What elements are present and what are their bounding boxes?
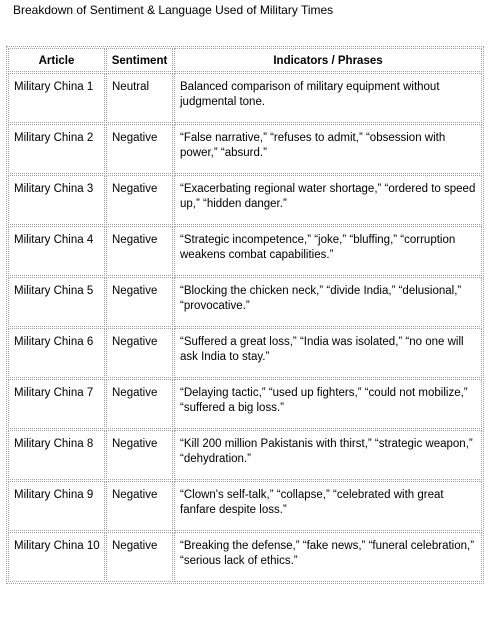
document-title: Breakdown of Sentiment & Language Used of Military Times (13, 3, 334, 17)
header-sentiment: Sentiment (106, 48, 173, 72)
cell-article: Military China 10 (8, 532, 105, 582)
cell-indicators: “Clown's self-talk,” “collapse,” “celebrated with great fanfare despite loss.” (174, 481, 482, 531)
table-row (8, 277, 482, 327)
table-row (8, 532, 482, 582)
table-row (8, 379, 482, 429)
cell-indicators: “Suffered a great loss,” “India was isolated,” “no one will ask India to stay.” (174, 328, 482, 378)
cell-indicators: “Delaying tactic,” “used up fighters,” “could not mobilize,” “suffered a big loss.” (174, 379, 482, 429)
cell-article: Military China 4 (8, 226, 105, 276)
cell-article: Military China 7 (8, 379, 105, 429)
cell-article: Military China 3 (8, 175, 105, 225)
cell-sentiment: Negative (106, 328, 173, 378)
cell-sentiment: Negative (106, 277, 173, 327)
cell-article: Military China 8 (8, 430, 105, 480)
cell-article: Military China 1 (8, 73, 105, 123)
cell-article: Military China 5 (8, 277, 105, 327)
cell-indicators: “False narrative,” “refuses to admit,” “obsession with power,” “absurd.” (174, 124, 482, 174)
cell-sentiment: Negative (106, 481, 173, 531)
cell-indicators: “Blocking the chicken neck,” “divide India,” “delusional,” “provocative.” (174, 277, 482, 327)
cell-sentiment: Neutral (106, 73, 173, 123)
cell-article: Military China 2 (8, 124, 105, 174)
cell-sentiment: Negative (106, 175, 173, 225)
header-article: Article (8, 48, 105, 72)
cell-sentiment: Negative (106, 379, 173, 429)
table-row (8, 226, 482, 276)
cell-indicators: “Breaking the defense,” “fake news,” “funeral celebration,” “serious lack of ethics.” (174, 532, 482, 582)
cell-sentiment: Negative (106, 124, 173, 174)
table-row (8, 73, 482, 123)
cell-indicators: “Kill 200 million Pakistanis with thirst,” “strategic weapon,” “dehydration.” (174, 430, 482, 480)
cell-sentiment: Negative (106, 226, 173, 276)
cell-sentiment: Negative (106, 532, 173, 582)
table-row (8, 328, 482, 378)
table-row (8, 430, 482, 480)
table-row (8, 175, 482, 225)
cell-indicators: Balanced comparison of military equipment without judgmental tone. (174, 73, 482, 123)
cell-article: Military China 9 (8, 481, 105, 531)
cell-indicators: “Strategic incompetence,” “joke,” “bluffing,” “corruption weakens combat capabilities.” (174, 226, 482, 276)
cell-article: Military China 6 (8, 328, 105, 378)
header-indicators: Indicators / Phrases (174, 48, 482, 72)
table-row (8, 124, 482, 174)
cell-sentiment: Negative (106, 430, 173, 480)
sentiment-table (6, 46, 484, 584)
table-row (8, 481, 482, 531)
table-header-row (8, 48, 482, 72)
cell-indicators: “Exacerbating regional water shortage,” “ordered to speed up,” “hidden danger.” (174, 175, 482, 225)
